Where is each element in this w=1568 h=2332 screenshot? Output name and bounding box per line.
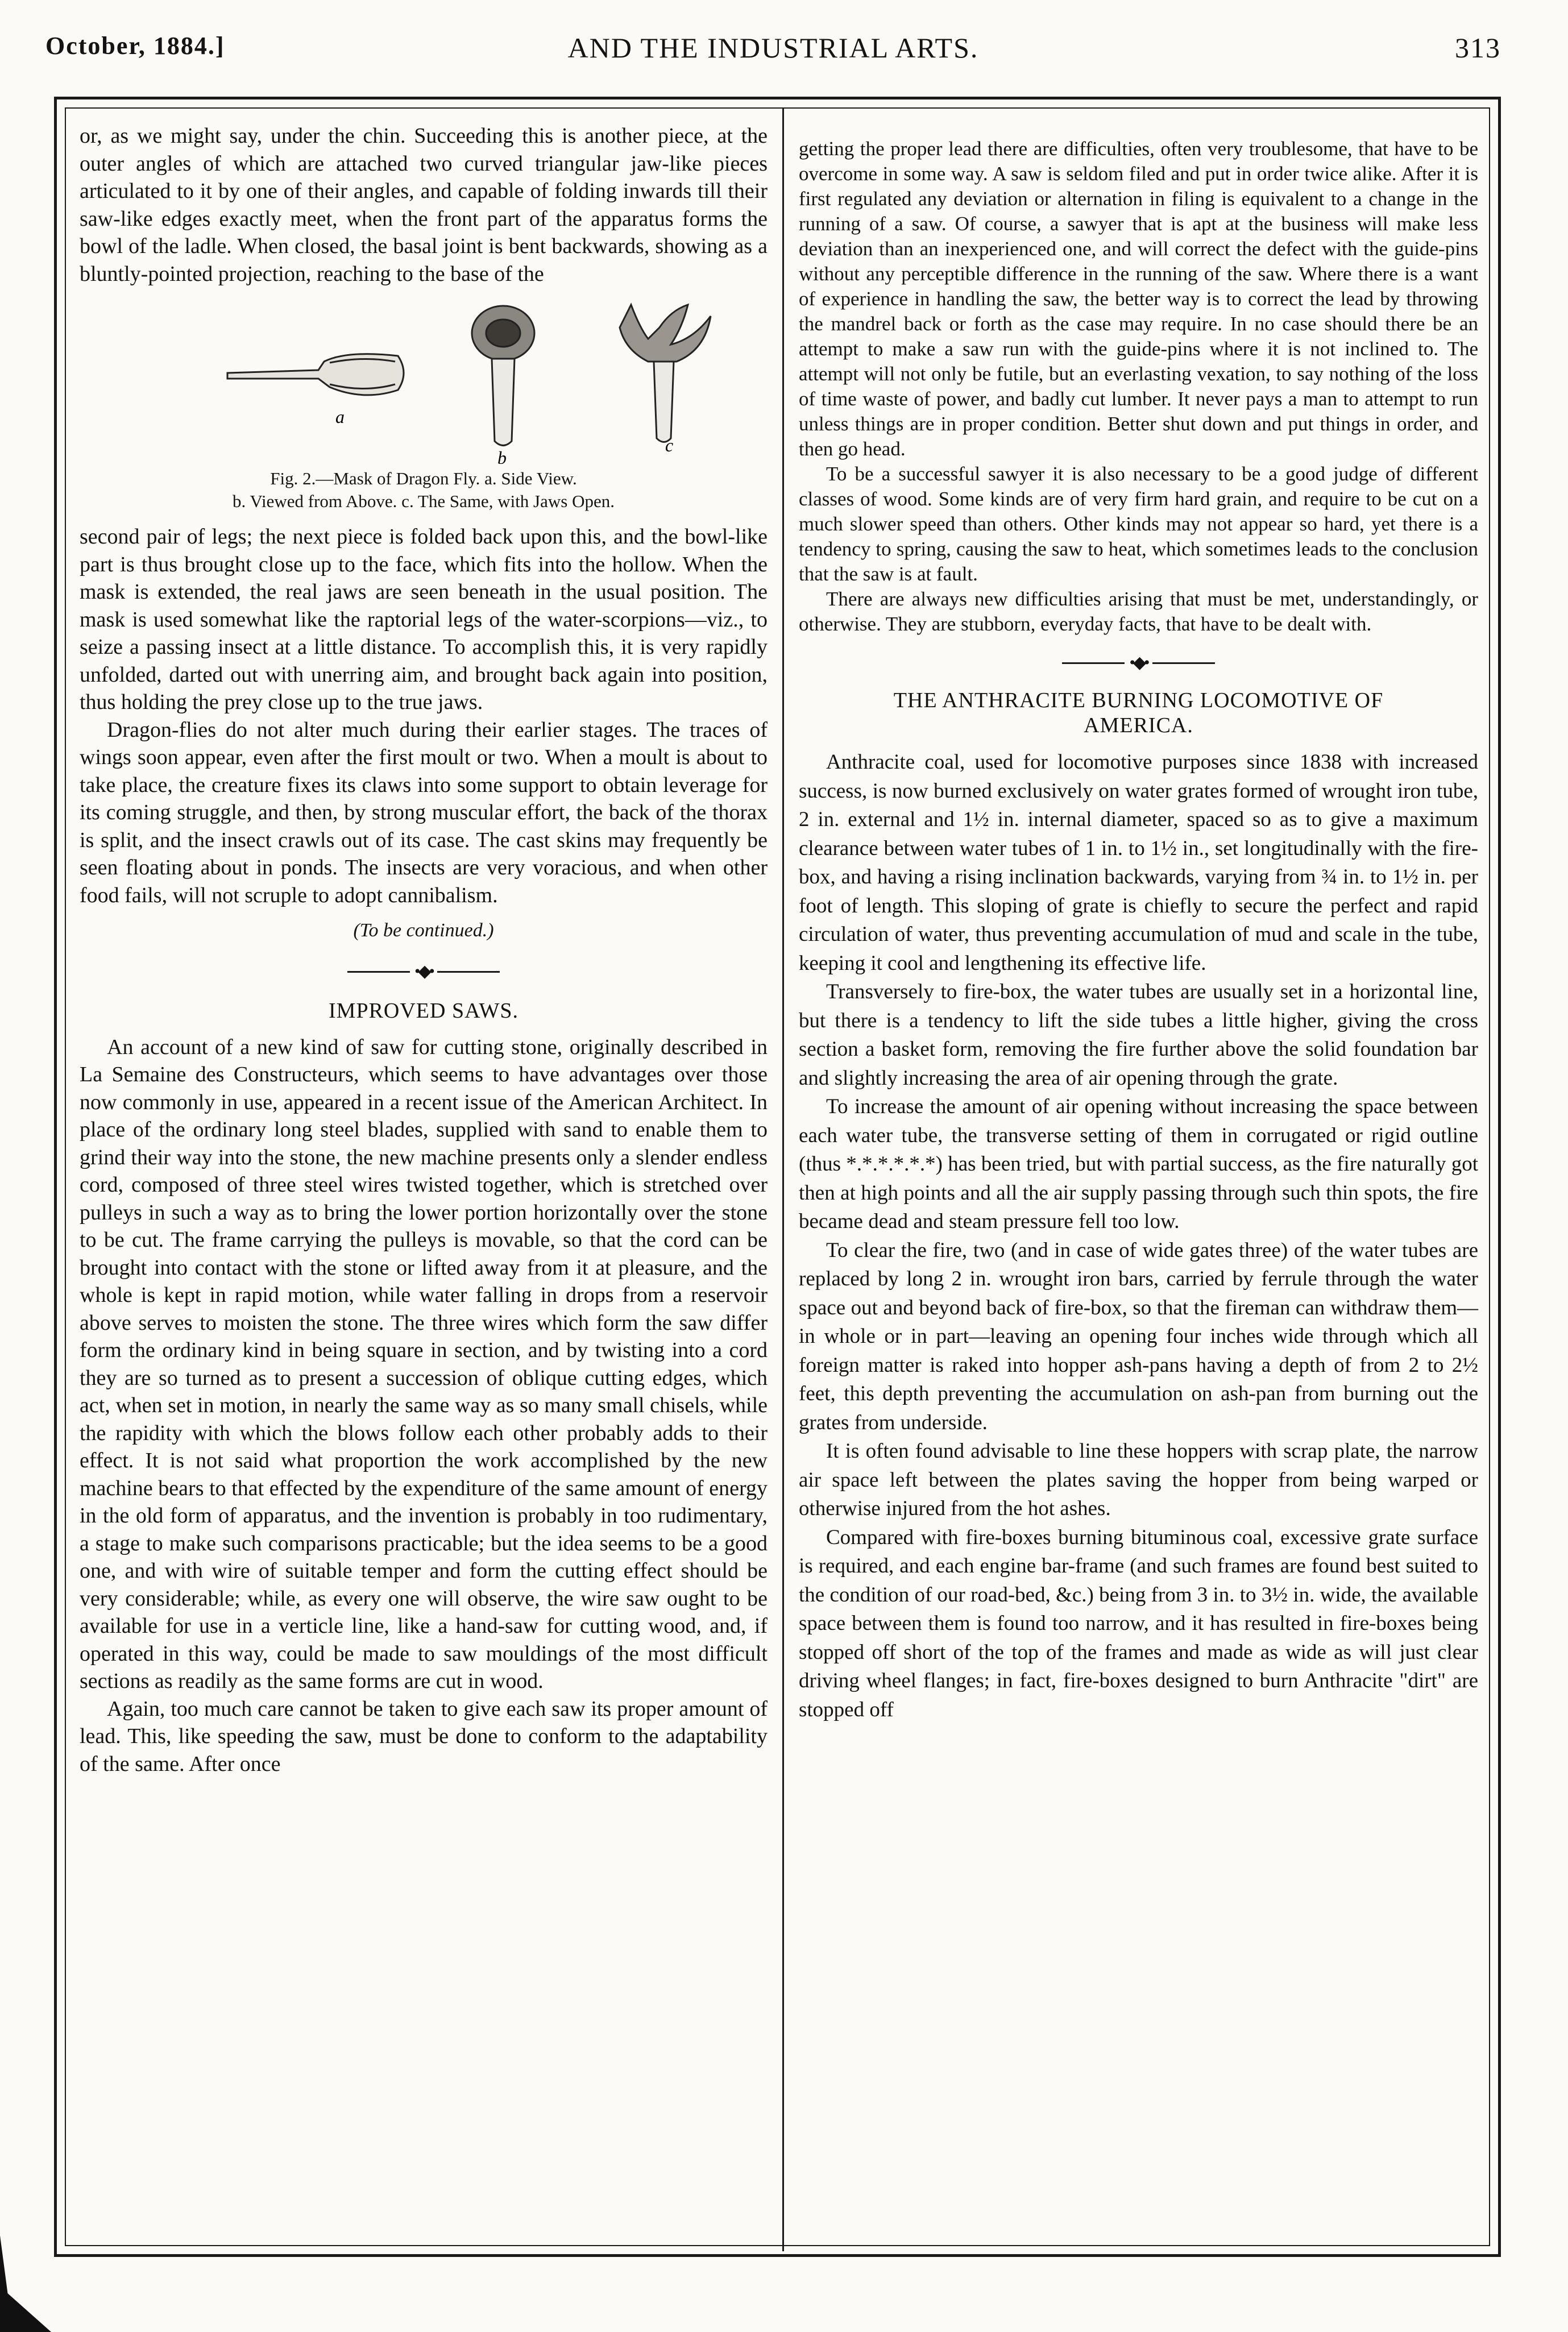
title-line-1: THE ANTHRACITE BURNING LOCOMOTIVE OF <box>893 688 1384 713</box>
header-title: AND THE INDUSTRIAL ARTS. <box>567 32 979 64</box>
paragraph-saws-5: There are always new difficulties arising that must be met, understandingly, or otherwise. They are stubborn, everyday facts, that have to be dealt with. <box>799 588 1478 635</box>
paragraph-loco-4: To clear the fire, two (and in case of wide gates three) of the water tubes are replaced by long 2 in. wrought iron bars, carried by ferrule through the water space out and beyond back of fire-box, so that the fireman can withdraw them—in whole or in part—leaving an opening four inches wide through which all foreign matter is raked into hopper ash-pans having a depth of from 2 to 2½ feet, this depth preventing the accumulation on ash-pan from burning out the grates from underside. <box>799 1238 1478 1434</box>
paragraph-saws-4: To be a successful sawyer it is also necessary to be a good judge of different classes of wood. Some kinds are of very firm hard grain, and require to be cut on a much slower speed than others. Other kinds may not appear so hard, yet there is a tendency to spring, causing the saw to heat, which sometimes leads to the conclusion that the saw is at fault. <box>799 463 1478 585</box>
to-be-continued: (To be continued.) <box>353 920 494 941</box>
paragraph-saws-3: getting the proper lead there are difficulties, often very troublesome, that have to be overcome in some way. A saw is seldom filed and put in order twice alike. After it is first regulated any deviation or alternation in filing is equivalent to a change in the running of a saw. Of course, a sawyer that is apt at the business will make less deviation than an inexperienced one, and will correct the defect with the guide-pins without any perceptible difference in the running of the saw. Where there is a want of experience in handling the saw, the better way is to correct the lead by throwing the mandrel back or forth as the case may require. In no case should there be an attempt to make a saw run with the guide-pins where it is not inclined to. The attempt will not only be futile, but an everlasting vexation, to say nothing of the loss of time waste of power, and badly cut lumber. It never pays a man to attempt to run unless things are in proper condition. Better shut down and put things in order, and then go head. <box>799 138 1478 460</box>
section-divider: •◆• <box>80 957 768 986</box>
header-date: October, 1884.] <box>45 32 225 60</box>
paragraph-loco-5: It is often found advisable to line these hoppers with scrap plate, the narrow air space left between the plates saving the hopper from being warped or otherwise injured from the hot ashes. <box>799 1439 1478 1521</box>
left-column <box>80 122 768 1778</box>
section-title-improved-saws: IMPROVED SAWS. <box>329 998 518 1023</box>
dragonfly-mask-illustration <box>80 293 768 464</box>
page-number: 313 <box>1455 32 1501 64</box>
paragraph-loco-2: Transversely to fire-box, the water tubes are usually set in a horizontal line, but there is a tendency to lift the side tubes a little higher, giving the cross section a basket form, removing the fire further above the solid foundation bar and slightly increasing the area of air opening through the grate. <box>799 980 1478 1090</box>
paragraph-loco-1: Anthracite coal, used for locomotive purposes since 1838 with increased success, is now burned exclusively on water grates formed of wrought iron tube, 2 in. external and 1½ in. internal diameter, spaced so as to give a maximum clearance between water tubes of 1 in. to 1½ in., set longitudinally with the fire-box, and having a rising inclination backwards, varying from ¾ in. to 1½ in. per foot of length. This sloping of grate is chiefly to secure the perfect and rapid circulation of water, thus preventing accumulation of mud and scale in the tube, keeping it cool and lengthening its effective life. <box>799 750 1478 975</box>
anthracite-body <box>799 748 1478 1724</box>
paragraph-intro: or, as we might say, under the chin. Succeeding this is another piece, at the outer angles of which are attached two curved triangular jaw-like pieces articulated to it by one of their angles, and capable of folding inwards till their saw-like edges exactly meet, when the front part of the apparatus forms the bowl of the ladle. When closed, the basal joint is bent backwards, showing as a bluntly-pointed projection, reaching to the base of the <box>80 124 768 286</box>
paragraph-saws-2: Again, too much care cannot be taken to give each saw its proper amount of lead. This, like speeding the saw, must be done to conform to the adaptability of the same. After once <box>80 1696 768 1776</box>
section-divider-right: •◆• <box>799 649 1478 675</box>
column-divider <box>782 108 784 2251</box>
label-b: b <box>497 447 507 464</box>
paragraph-saws-1: An account of a new kind of saw for cutting stone, originally described in La Semaine des Constructeurs, which seems to have advantages over those now commonly in use, appeared in a recent issue of the American Architect. In place of the ordinary long steel blades, supplied with sand to enable them to grind their way into the stone, the new machine presents only a slender endless cord, composed of three steel wires twisted together, which is stretched over pulleys in such a way as to bring the lower portion horizontally over the stone to be cut. The frame carrying the pulleys is movable, so that the cord can be brought into contact with the stone or lifted away from it at pleasure, and the whole is kept in rapid motion, while water falling in drops from a reservoir above serves to moisten the stone. The three wires which form the saw differ form the ordinary kind in being square in section, and by twisting into a cord they are so turned as to present a succession of oblique cutting edges, which act, when set in motion, in nearly the same way as so many small chisels, while the rapidity with which the blows follow each other probably adds to their effect. It is not said what proportion the work accomplished by the new machine bears to that effected by the expenditure of the same amount of energy in the old form of apparatus, and the invention is probably in too rudimentary, a stage to make such comparisons practicable; but the idea seems to be a good one, and with wire of suitable temper and form the cutting effect should be very considerable; while, as every one will observe, the wire saw ought to be available for use in a verticle line, like a hand-saw for cutting wood, and, if operated in this way, could be made to saw mouldings of the most difficult sections as readily as the same forms are cut in wood. <box>80 1035 768 1694</box>
label-a: a <box>335 406 345 427</box>
figure-caption <box>80 467 768 513</box>
label-c: c <box>665 435 674 455</box>
page-header <box>45 31 1501 77</box>
title-line-2: AMERICA. <box>1084 713 1193 738</box>
paragraph-loco-6: Compared with fire-boxes burning bituminous coal, excessive grate surface is required, and each engine bar-frame (and such frames are found best suited to the condition of our road-bed, &c.) being from 3 in. to 3½ in. wide, the available space between them is found too narrow, and it has resulted in fire-boxes being stopped off short of the top of the frames and made as wide as will just clear driving wheel flanges; in fact, fire-boxes designed to burn Anthracite "dirt" are stopped off <box>799 1525 1478 1721</box>
caption-line-1: Fig. 2.—Mask of Dragon Fly. a. Side View. <box>270 468 577 488</box>
section-title-anthracite <box>799 688 1478 738</box>
mask-jaws-open <box>620 305 711 442</box>
paragraph-dragonflies: Dragon-flies do not alter much during their earlier stages. The traces of wings soon appear, even after the first moult or two. When a moult is about to take place, the creature fixes its claws into some support to obtain leverage for its coming struggle, and then, by strong muscular effort, the back of the thorax is split, and the insect crawls out of its case. The cast skins may frequently be seen floating about in ponds. The insects are very voracious, and when other food fails, will not scruple to adopt cannibalism. <box>80 717 768 907</box>
paragraph-loco-3: To increase the amount of air opening without increasing the space between each water tube, the transverse setting of them in corrugated or rigid outline (thus *.*.*.*.*.*) has been tried, but with partial success, as the fire naturally got then at high points and all the air supply passing through such thin spots, the fire became dead and steam pressure fell too low. <box>799 1095 1478 1234</box>
right-column <box>799 136 1478 1724</box>
mask-side-view <box>227 354 404 395</box>
figure-dragonfly-mask <box>80 293 768 464</box>
mask-top-view <box>472 306 534 446</box>
paragraph-mask: second pair of legs; the next piece is folded back upon this, and the bowl-like part is thus brought close up to the face, which fits into the hollow. When the mask is extended, the real jaws are seen beneath in the usual position. The mask is used somewhat like the raptorial legs of the water-scorpions—viz., to seize a passing insect at a little distance. To accomplish this, it is very rapidly unfolded, darted out with unerring aim, and brought back again into position, thus holding the prey close up to the true jaws. <box>80 525 768 714</box>
page-corner-shadow <box>0 2235 51 2332</box>
caption-line-2: b. Viewed from Above. c. The Same, with Jaws Open. <box>233 491 615 511</box>
